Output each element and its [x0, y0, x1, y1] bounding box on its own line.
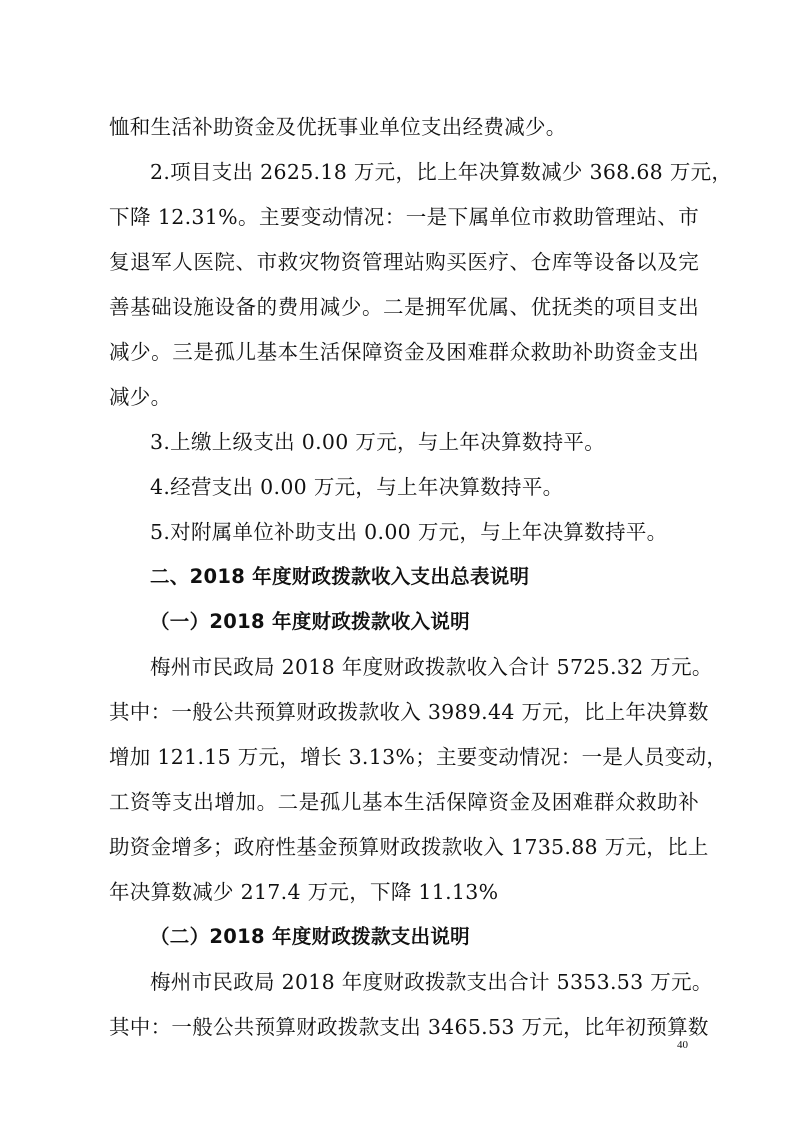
- paragraph-line: 减少。: [109, 385, 172, 409]
- paragraph-line: 2.项目支出 2625.18 万元，比上年决算数减少 368.68 万元，: [150, 160, 733, 184]
- paragraph-line: 梅州市民政局 2018 年度财政拨款收入合计 5725.32 万元。: [150, 655, 713, 679]
- paragraph-line: 3.上缴上级支出 0.00 万元，与上年决算数持平。: [150, 430, 606, 454]
- paragraph-line: 4.经营支出 0.00 万元，与上年决算数持平。: [150, 475, 564, 499]
- paragraph-line: 复退军人医院、市救灾物资管理站购买医疗、仓库等设备以及完: [109, 250, 699, 274]
- paragraph-line: 善基础设施设备的费用减少。二是拥军优属、优抚类的项目支出: [109, 295, 699, 319]
- paragraph-line: 恤和生活补助资金及优抚事业单位支出经费减少。: [109, 115, 567, 139]
- paragraph-line: 梅州市民政局 2018 年度财政拨款支出合计 5353.53 万元。: [150, 970, 713, 994]
- paragraph-line: 下降 12.31%。主要变动情况：一是下属单位市救助管理站、市: [109, 205, 699, 229]
- subsection-heading: （二）2018 年度财政拨款支出说明: [150, 925, 470, 948]
- paragraph-line: 5.对附属单位补助支出 0.00 万元，与上年决算数持平。: [150, 520, 668, 544]
- subsection-heading: （一）2018 年度财政拨款收入说明: [150, 610, 470, 633]
- paragraph-line: 增加 121.15 万元，增长 3.13%；主要变动情况：一是人员变动，: [109, 745, 728, 769]
- paragraph-line: 其中：一般公共预算财政拨款支出 3465.53 万元，比年初预算数: [109, 1015, 709, 1039]
- paragraph-line: 助资金增多；政府性基金预算财政拨款收入 1735.88 万元，比上: [109, 835, 709, 859]
- paragraph-line: 减少。三是孤儿基本生活保障资金及困难群众救助补助资金支出: [109, 340, 699, 364]
- paragraph-line: 其中：一般公共预算财政拨款收入 3989.44 万元，比上年决算数: [109, 700, 709, 724]
- page-number: 40: [677, 1039, 688, 1051]
- paragraph-line: 工资等支出增加。二是孤儿基本生活保障资金及困难群众救助补: [109, 790, 699, 814]
- section-heading: 二、2018 年度财政拨款收入支出总表说明: [150, 565, 530, 588]
- paragraph-line: 年决算数减少 217.4 万元，下降 11.13%: [109, 880, 499, 904]
